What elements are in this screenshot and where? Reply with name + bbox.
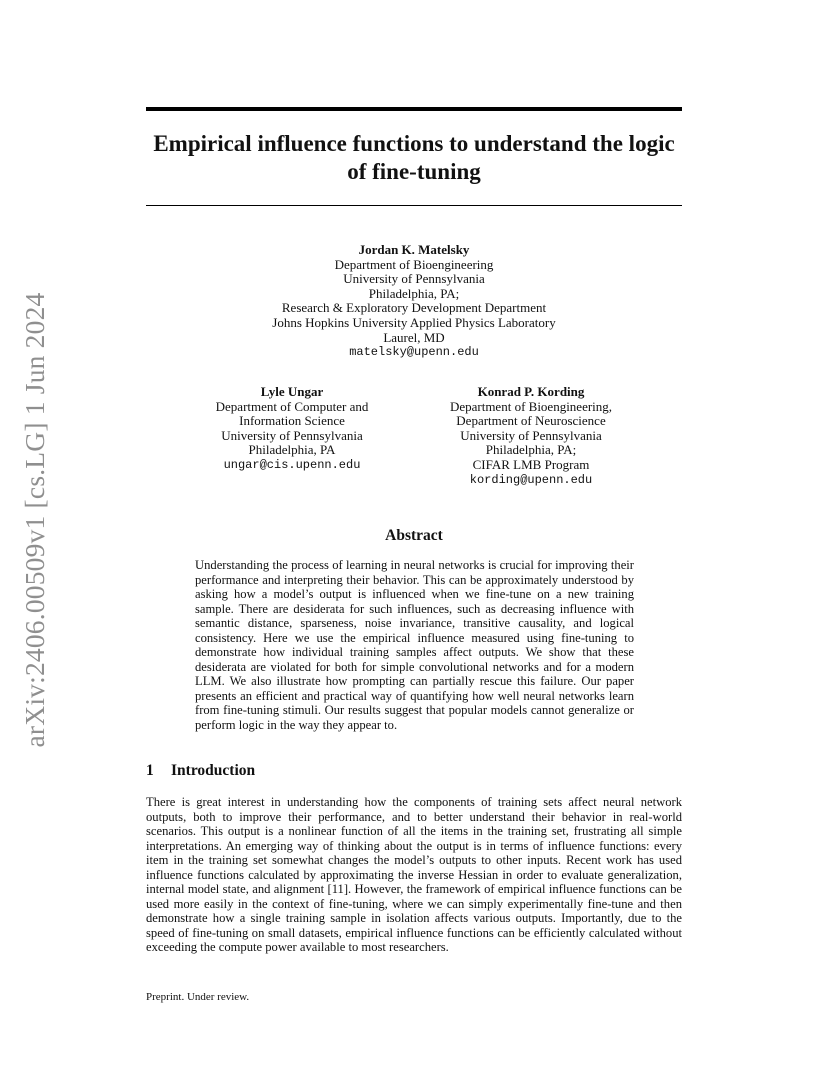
- author-email: ungar@cis.upenn.edu: [223, 457, 361, 472]
- paper-title: Empirical influence functions to understand the logic of fine-tuning: [153, 131, 675, 184]
- author-name: Konrad P. Kording: [477, 384, 585, 399]
- affiliation-line: Department of Neuroscience: [456, 413, 606, 429]
- affiliation-line: University of Pennsylvania: [221, 427, 363, 443]
- introduction-text: There is great interest in understanding how the components of training sets affect neural network outputs, both to improve their performance, and to better understand their behavior in real-world scenarios. This output is a nonlinear function of all the items in the training set, frustrating all simple interpretations. An emerging way of thinking about the output is in terms of influence functions: every item in the training set somewhat changes the model’s outputs to other inputs. Recent work has used influence functions calculated by approximating the inverse Hessian in order to evaluate generalization, internal model state, and alignment [11]. However, the framework of empirical influence functions can be used more easily in the context of fine-tuning, where we can simply experimentally fine-tune and then demonstrate how a single training sample in isolation affects various outputs. Importantly, due to the speed of fine-tuning on small datasets, empirical influence functions can be efficiently calculated without exceeding the compute power available to most researchers.: [146, 795, 682, 955]
- author-block-right: [421, 385, 641, 487]
- preprint-footer: Preprint. Under review.: [146, 991, 250, 1003]
- affiliation-line: Department of Bioengineering: [334, 256, 494, 272]
- affiliation-line: Department of Computer and: [215, 398, 369, 414]
- affiliation-line: University of Pennsylvania: [460, 427, 602, 443]
- section-heading: [146, 762, 255, 780]
- author-name: Lyle Ungar: [260, 384, 324, 399]
- affiliation-line: Department of Bioengineering,: [449, 398, 613, 414]
- author-name: Jordan K. Matelsky: [358, 242, 470, 257]
- affiliation-line: Information Science: [239, 413, 345, 429]
- affiliation-line: Johns Hopkins University Applied Physics Laboratory: [272, 314, 556, 330]
- title-top-rule: [146, 107, 682, 111]
- author-email: kording@upenn.edu: [469, 472, 593, 487]
- abstract-heading: Abstract: [385, 527, 443, 544]
- abstract-text: Understanding the process of learning in neural networks is crucial for improving their performance and interpreting their behavior. This can be approximately understood by asking how a model’s output is influenced when we fine-tune on a new training sample. There are desiderata for such influences, such as decreasing influence with semantic distance, sparseness, noise invariance, transitive causality, and logical consistency. Here we use the empirical influence measured using fine-tuning to demonstrate how individual training samples affect outputs. We show that these desiderata are violated for both for simple convolutional networks and for a modern LLM. We also illustrate how prompting can partially rescue this failure. Our paper presents an efficient and practical way of quantifying how well neural networks learn from fine-tuning stimuli. Our results suggest that popular models cannot generalize or perform logic in the way they appear to.: [195, 558, 634, 733]
- author-email: matelsky@upenn.edu: [349, 345, 479, 360]
- affiliation-line: Philadelphia, PA;: [485, 442, 577, 458]
- affiliation-line: Philadelphia, PA: [248, 442, 336, 458]
- section-title: Introduction: [171, 762, 256, 779]
- affiliation-line: CIFAR LMB Program: [472, 456, 590, 472]
- affiliation-line: Laurel, MD: [383, 329, 445, 345]
- title-bottom-rule: [146, 205, 682, 206]
- affiliation-line: Philadelphia, PA;: [368, 285, 460, 301]
- affiliation-line: University of Pennsylvania: [343, 271, 485, 287]
- affiliation-line: Research & Exploratory Development Department: [281, 300, 547, 316]
- arxiv-identifier: arXiv:2406.00509v1 [cs.LG] 1 Jun 2024: [19, 292, 50, 748]
- author-block-left: [182, 385, 402, 473]
- section-number: 1: [146, 762, 154, 779]
- author-block-main: [214, 243, 614, 360]
